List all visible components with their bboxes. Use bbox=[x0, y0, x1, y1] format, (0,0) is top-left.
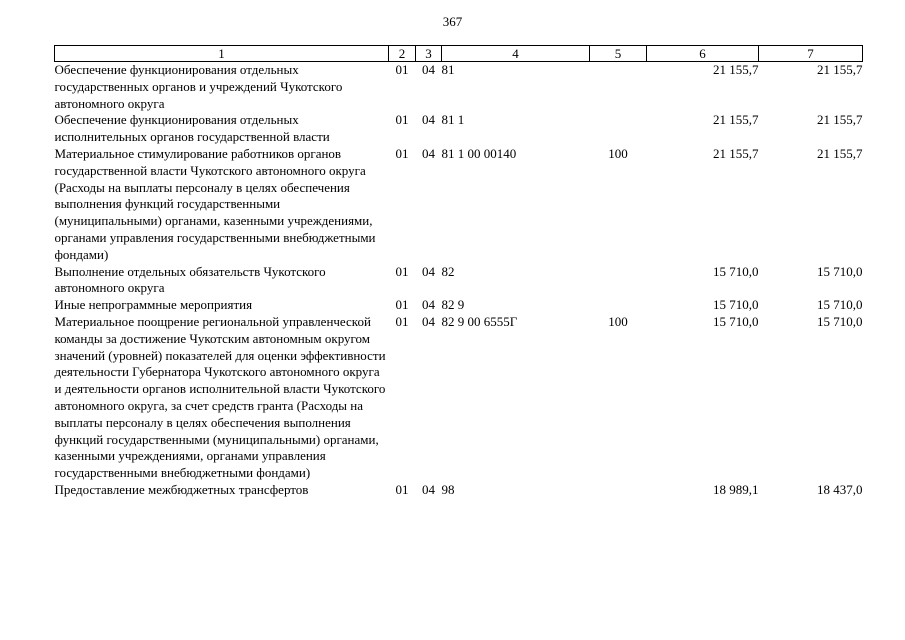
row-sum2-cell: 15 710,0 bbox=[817, 313, 863, 329]
row-section-cell: 01 bbox=[395, 297, 409, 313]
row-name-cell: Обеспечение функционирования отдельных исполнительных органов государственной власти bbox=[54, 112, 330, 145]
row-vr-cell: 100 bbox=[608, 145, 628, 161]
row-csr-cell: 81 1 bbox=[441, 112, 465, 128]
row-sum2-cell: 18 437,0 bbox=[817, 481, 863, 497]
row-subsection-cell: 04 bbox=[422, 313, 435, 329]
row-sum2-cell: 21 155,7 bbox=[817, 62, 863, 77]
row-subsection-cell: 04 bbox=[422, 112, 435, 128]
row-name-cell: Материальное поощрение региональной управленческой команды за достижение Чукотским автономным округом значений (уровней) показателей для оценки эффективности деятельности Губернатора Чукотского автономного округа и деятельности органов исполнительной власти Чукотского автономного округа, за счет средств гранта (Расходы на выплаты персоналу в целях обеспечения выполнения функций государственными (муниципальными) органами, казенными учреждениями, органами управления государственными внебюджетными фондами) bbox=[54, 313, 386, 481]
table-row bbox=[55, 146, 863, 264]
row-name-cell: Выполнение отдельных обязательств Чукотского автономного округа bbox=[54, 263, 326, 296]
table-row bbox=[55, 264, 863, 298]
header-col-6: 6 bbox=[647, 46, 759, 62]
table-row bbox=[55, 297, 863, 314]
row-vr-cell bbox=[590, 62, 647, 113]
row-section-cell: 01 bbox=[395, 145, 409, 161]
row-vr-cell bbox=[590, 297, 647, 314]
table-row bbox=[55, 112, 863, 146]
row-csr-cell: 81 bbox=[441, 62, 455, 77]
page-number: 367 bbox=[442, 14, 463, 29]
row-section-cell: 01 bbox=[395, 263, 409, 279]
row-name-cell: Обеспечение функционирования отдельных государственных органов и учреждений Чукотского автономного округа bbox=[54, 62, 343, 111]
row-sum1-cell: 15 710,0 bbox=[713, 313, 759, 329]
budget-table bbox=[54, 45, 863, 499]
row-csr-cell: 81 1 00 00140 bbox=[441, 145, 517, 161]
row-subsection-cell: 04 bbox=[422, 145, 435, 161]
row-section-cell: 01 bbox=[395, 481, 409, 497]
row-csr-cell: 98 bbox=[441, 481, 455, 497]
row-section-cell: 01 bbox=[395, 313, 409, 329]
row-section-cell: 01 bbox=[395, 62, 409, 77]
row-csr-cell: 82 9 00 6555Г bbox=[441, 313, 518, 329]
table-row bbox=[55, 314, 863, 482]
header-col-2: 2 bbox=[389, 46, 416, 62]
row-sum1-cell: 18 989,1 bbox=[713, 481, 759, 497]
row-subsection-cell: 04 bbox=[422, 263, 435, 279]
row-name-cell: Материальное стимулирование работников органов государственной власти Чукотского автономного округа (Расходы на выплаты персоналу в целях обеспечения выполнения функций государственными (муниципальными) органами, казенными учреждениями, органами управления государственными внебюджетными фондами) bbox=[54, 145, 376, 262]
table-header-row bbox=[55, 46, 863, 62]
row-vr-cell bbox=[590, 482, 647, 499]
row-sum1-cell: 15 710,0 bbox=[713, 297, 759, 313]
header-col-3: 3 bbox=[416, 46, 442, 62]
row-sum2-cell: 15 710,0 bbox=[817, 263, 863, 279]
row-subsection-cell: 04 bbox=[422, 297, 435, 313]
row-section-cell: 01 bbox=[395, 112, 409, 128]
row-sum2-cell: 21 155,7 bbox=[817, 145, 863, 161]
row-vr-cell bbox=[590, 112, 647, 146]
header-col-4: 4 bbox=[442, 46, 590, 62]
row-vr-cell bbox=[590, 264, 647, 298]
row-sum1-cell: 21 155,7 bbox=[713, 62, 759, 77]
header-col-1: 1 bbox=[55, 46, 389, 62]
header-col-7: 7 bbox=[759, 46, 863, 62]
row-subsection-cell: 04 bbox=[422, 62, 435, 77]
row-sum2-cell: 21 155,7 bbox=[817, 112, 863, 128]
header-col-5: 5 bbox=[590, 46, 647, 62]
row-vr-cell: 100 bbox=[608, 313, 628, 329]
row-csr-cell: 82 bbox=[441, 263, 455, 279]
row-sum1-cell: 15 710,0 bbox=[713, 263, 759, 279]
row-csr-cell: 82 9 bbox=[441, 297, 465, 313]
row-sum1-cell: 21 155,7 bbox=[713, 112, 759, 128]
row-subsection-cell: 04 bbox=[422, 481, 435, 497]
row-sum2-cell: 15 710,0 bbox=[817, 297, 863, 313]
row-name-cell: Предоставление межбюджетных трансфертов bbox=[54, 481, 309, 497]
row-sum1-cell: 21 155,7 bbox=[713, 145, 759, 161]
table-row bbox=[55, 62, 863, 113]
table-row bbox=[55, 482, 863, 499]
row-name-cell: Иные непрограммные мероприятия bbox=[54, 297, 253, 313]
